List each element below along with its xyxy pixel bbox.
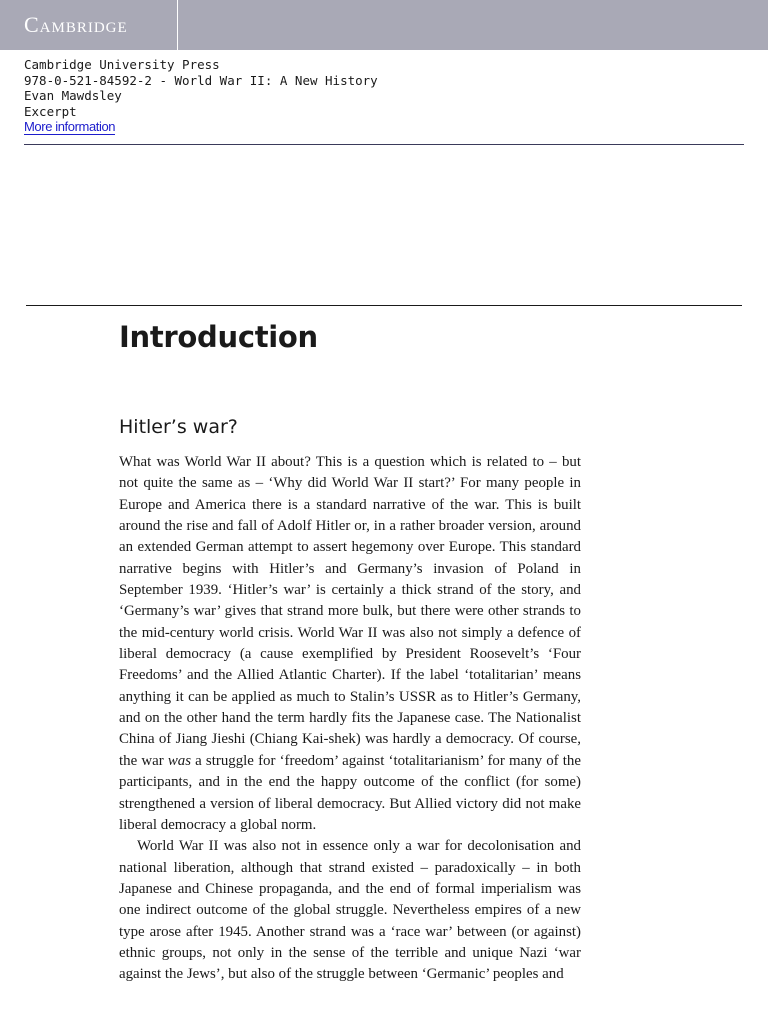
header-divider: [177, 0, 178, 50]
paragraph-2: World War II was also not in essence only a war for decolonisation and national liberation, although that strand existed – paradoxically – in both Japanese and Chinese propaganda, and the end of formal imperialism was one indirect outcome of the global struggle. Nevertheless empires of a new type arose after 1945. Another strand was a ‘race war’ between (or against) ethnic groups, not only in the sense of the terrible and unique Nazi ‘war against the Jews’, but also of the struggle between ‘Germanic’ peoples and: [119, 838, 581, 983]
isbn-title: 978-0-521-84592-2 - World War II: A New History: [24, 72, 378, 88]
publisher-header-band: [0, 0, 768, 50]
paragraph-1-part-1: What was World War II about? This is a question which is related to – but not quite the same as – ‘Why did World War II start?’ For many people in Europe and America there is a standard narrative of the war. This is built around the rise and fall of Adolf Hitler or, in a rather broader version, around an extended German attempt to assert hegemony over Europe. This standard narrative begins with Hitler’s and Germany’s invasion of Poland in September 1939. ‘Hitler’s war’ is certainly a thick strand of the story, and ‘Germany’s war’ gives that strand more bulk, but there were other strands to the mid-century world crisis. World War II was also not simply a defence of liberal democracy (a cause exemplified by President Roosevelt’s ‘Four Freedoms’ and the Allied Atlantic Charter). If the label ‘totalitarian’ means anything it can be applied as much to Stalin’s USSR as to Hitler’s Germany, and on the other hand the term hardly fits the Japanese case. The Nationalist China of Jiang Jieshi (Chiang Kai-shek) was hardly a democracy. Of course, the war: [119, 454, 581, 769]
chapter-title: Introduction: [119, 320, 318, 354]
body-text: [119, 452, 581, 986]
excerpt-label: Excerpt: [24, 103, 77, 119]
cambridge-logo: Cambridge: [24, 12, 128, 37]
publisher-name: Cambridge University Press: [24, 57, 220, 72]
paragraph-1: [119, 452, 581, 836]
more-information-link[interactable]: More information: [24, 119, 116, 135]
author-name: Evan Mawdsley: [24, 88, 122, 104]
chapter-rule: [26, 305, 742, 306]
paragraph-1-emphasis: was: [167, 752, 192, 769]
book-info: [24, 57, 378, 135]
header-rule: [24, 144, 744, 145]
section-title: Hitler’s war?: [119, 416, 238, 438]
paragraph-1-part-2: a struggle for ‘freedom’ against ‘totalitarianism’ for many of the participants, and in the end the happy outcome of the conflict (for some) strengthened a version of liberal democracy. But Allied victory did not make liberal democracy a global norm.: [119, 752, 581, 833]
